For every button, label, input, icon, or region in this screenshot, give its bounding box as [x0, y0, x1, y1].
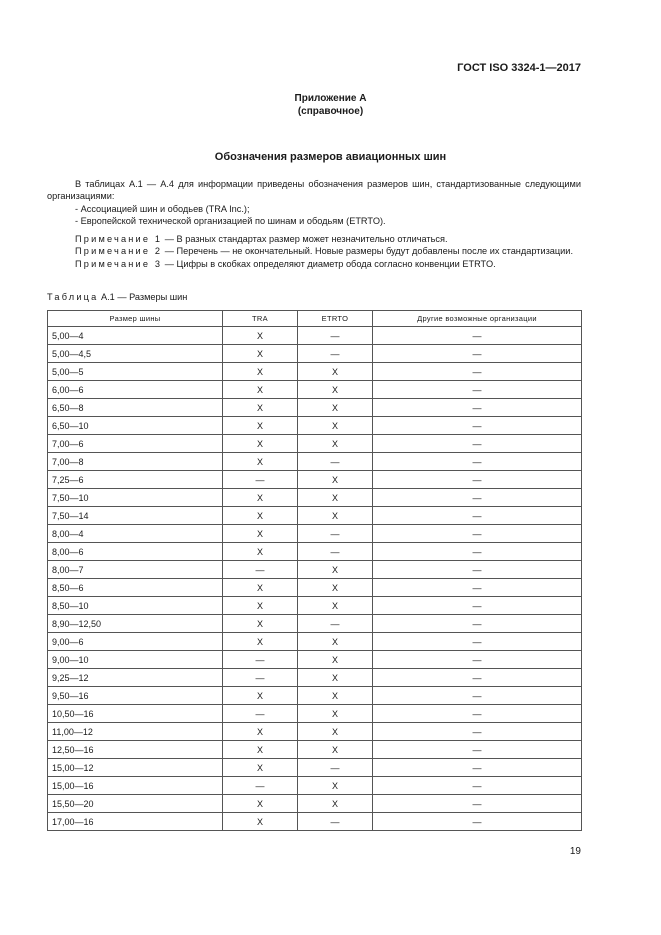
cell-etrto: X — [298, 471, 373, 489]
cell-tra: X — [223, 615, 298, 633]
cell-tra: — — [223, 561, 298, 579]
page-number: 19 — [569, 846, 581, 857]
cell-etrto: X — [298, 777, 373, 795]
cell-tra: — — [223, 471, 298, 489]
cell-size: 7,00—8 — [48, 453, 223, 471]
cell-size: 5,00—4 — [48, 327, 223, 345]
cell-size: 7,50—10 — [48, 489, 223, 507]
note-2 — [47, 245, 581, 257]
cell-tra: X — [223, 435, 298, 453]
document-code: ГОСТ ISO 3324-1—2017 — [457, 62, 581, 74]
cell-etrto: X — [298, 633, 373, 651]
table-row — [48, 669, 582, 687]
cell-tra: — — [223, 705, 298, 723]
cell-other: — — [373, 741, 582, 759]
table-row — [48, 345, 582, 363]
note-label: Примечание 2 — [75, 246, 163, 257]
cell-other: — — [373, 471, 582, 489]
cell-other: — — [373, 813, 582, 831]
cell-other: — — [373, 453, 582, 471]
cell-etrto: X — [298, 381, 373, 399]
cell-tra: X — [223, 453, 298, 471]
intro-block — [47, 178, 581, 227]
cell-size: 6,00—6 — [48, 381, 223, 399]
cell-size: 6,50—8 — [48, 399, 223, 417]
cell-other: — — [373, 435, 582, 453]
cell-etrto: X — [298, 417, 373, 435]
cell-tra: X — [223, 543, 298, 561]
cell-other: — — [373, 615, 582, 633]
table-row — [48, 795, 582, 813]
table-row — [48, 453, 582, 471]
table-row — [48, 399, 582, 417]
annex-subtitle: (справочное) — [297, 106, 364, 117]
cell-size: 5,00—5 — [48, 363, 223, 381]
cell-etrto: X — [298, 741, 373, 759]
cell-etrto: — — [298, 345, 373, 363]
cell-etrto: — — [298, 453, 373, 471]
cell-size: 15,00—16 — [48, 777, 223, 795]
cell-size: 5,00—4,5 — [48, 345, 223, 363]
column-header-other: Другие возможные организации — [373, 311, 582, 327]
table-row — [48, 813, 582, 831]
table-row — [48, 561, 582, 579]
cell-tra: X — [223, 525, 298, 543]
cell-etrto: X — [298, 489, 373, 507]
intro-list-item: - Европейской технической организацией по шинам и ободьям (ETRTO). — [75, 215, 386, 226]
table-row — [48, 489, 582, 507]
cell-tra: X — [223, 579, 298, 597]
cell-etrto: X — [298, 705, 373, 723]
cell-size: 8,90—12,50 — [48, 615, 223, 633]
note-text: — Перечень — не окончательный. Новые размеры будут добавлены после их стандартизации. — [162, 246, 573, 257]
cell-size: 15,50—20 — [48, 795, 223, 813]
cell-size: 8,00—7 — [48, 561, 223, 579]
cell-tra: X — [223, 741, 298, 759]
cell-size: 9,00—6 — [48, 633, 223, 651]
cell-size: 8,50—6 — [48, 579, 223, 597]
cell-etrto: — — [298, 525, 373, 543]
column-header-tra: TRA — [223, 311, 298, 327]
intro-list-item: - Ассоциацией шин и ободьев (TRA Inc.); — [75, 203, 250, 214]
cell-etrto: — — [298, 543, 373, 561]
section-title: Обозначения размеров авиационных шин — [214, 151, 447, 163]
cell-etrto: — — [298, 327, 373, 345]
cell-tra: X — [223, 687, 298, 705]
cell-tra: — — [223, 651, 298, 669]
table-row — [48, 381, 582, 399]
cell-size: 17,00—16 — [48, 813, 223, 831]
cell-etrto: — — [298, 759, 373, 777]
cell-other: — — [373, 543, 582, 561]
cell-tra: X — [223, 795, 298, 813]
cell-other: — — [373, 669, 582, 687]
note-text: — Цифры в скобках определяют диаметр обода согласно конвенции ETRTO. — [162, 258, 496, 269]
cell-other: — — [373, 525, 582, 543]
cell-size: 9,50—16 — [48, 687, 223, 705]
cell-etrto: — — [298, 813, 373, 831]
cell-other: — — [373, 597, 582, 615]
cell-size: 7,00—6 — [48, 435, 223, 453]
cell-size: 8,00—4 — [48, 525, 223, 543]
cell-size: 11,00—12 — [48, 723, 223, 741]
cell-tra: X — [223, 399, 298, 417]
cell-tra: X — [223, 327, 298, 345]
table-row — [48, 615, 582, 633]
cell-other: — — [373, 417, 582, 435]
cell-other: — — [373, 363, 582, 381]
table-row — [48, 579, 582, 597]
cell-other: — — [373, 723, 582, 741]
cell-etrto: — — [298, 615, 373, 633]
table-body — [48, 327, 582, 831]
cell-size: 7,25—6 — [48, 471, 223, 489]
table-row — [48, 723, 582, 741]
cell-size: 15,00—12 — [48, 759, 223, 777]
cell-other: — — [373, 507, 582, 525]
cell-tra: X — [223, 489, 298, 507]
table-row — [48, 525, 582, 543]
cell-etrto: X — [298, 561, 373, 579]
cell-other: — — [373, 759, 582, 777]
cell-tra: X — [223, 759, 298, 777]
cell-tra: X — [223, 723, 298, 741]
cell-other: — — [373, 489, 582, 507]
note-3 — [47, 258, 581, 270]
cell-etrto: X — [298, 363, 373, 381]
table-row — [48, 759, 582, 777]
notes-block — [47, 233, 581, 270]
cell-size: 9,25—12 — [48, 669, 223, 687]
cell-tra: X — [223, 417, 298, 435]
table-row — [48, 687, 582, 705]
table-row — [48, 471, 582, 489]
column-header-size: Размер шины — [48, 311, 223, 327]
cell-size: 12,50—16 — [48, 741, 223, 759]
cell-size: 8,00—6 — [48, 543, 223, 561]
cell-etrto: X — [298, 795, 373, 813]
cell-etrto: X — [298, 435, 373, 453]
cell-other: — — [373, 795, 582, 813]
table-caption-text: А.1 — Размеры шин — [98, 292, 188, 302]
cell-tra: X — [223, 633, 298, 651]
table-row — [48, 417, 582, 435]
table-header-row — [48, 311, 582, 327]
cell-tra: X — [223, 597, 298, 615]
cell-etrto: X — [298, 597, 373, 615]
table-caption — [47, 292, 187, 302]
table-row — [48, 597, 582, 615]
cell-etrto: X — [298, 579, 373, 597]
cell-tra: X — [223, 345, 298, 363]
cell-tra: X — [223, 813, 298, 831]
cell-size: 9,00—10 — [48, 651, 223, 669]
cell-other: — — [373, 561, 582, 579]
note-1 — [47, 233, 581, 245]
table-row — [48, 507, 582, 525]
cell-tra: — — [223, 669, 298, 687]
annex-heading — [0, 92, 661, 118]
cell-other: — — [373, 579, 582, 597]
cell-tra: X — [223, 381, 298, 399]
cell-tra: — — [223, 777, 298, 795]
cell-size: 8,50—10 — [48, 597, 223, 615]
annex-title: Приложение А — [294, 93, 367, 104]
cell-size: 6,50—10 — [48, 417, 223, 435]
cell-size: 10,50—16 — [48, 705, 223, 723]
cell-etrto: X — [298, 507, 373, 525]
table-row — [48, 543, 582, 561]
note-label: Примечание 1 — [75, 234, 163, 244]
table-caption-label: Таблица — [47, 292, 99, 302]
cell-etrto: X — [298, 723, 373, 741]
table-row — [48, 363, 582, 381]
cell-tra: X — [223, 507, 298, 525]
cell-etrto: X — [298, 399, 373, 417]
cell-tra: X — [223, 363, 298, 381]
table-row — [48, 327, 582, 345]
cell-other: — — [373, 651, 582, 669]
cell-size: 7,50—14 — [48, 507, 223, 525]
table-row — [48, 633, 582, 651]
tire-sizes-table — [47, 310, 582, 831]
cell-etrto: X — [298, 651, 373, 669]
cell-other: — — [373, 777, 582, 795]
table-row — [48, 705, 582, 723]
cell-other: — — [373, 345, 582, 363]
cell-other: — — [373, 705, 582, 723]
cell-other: — — [373, 687, 582, 705]
intro-paragraph: В таблицах А.1 — А.4 для информации приведены обозначения размеров шин, стандартизованные следующими организациями: — [47, 179, 581, 202]
table-row — [48, 435, 582, 453]
cell-etrto: X — [298, 687, 373, 705]
note-text: — В разных стандартах размер может незначительно отличаться. — [162, 234, 448, 244]
column-header-etrto: ETRTO — [298, 311, 373, 327]
cell-etrto: X — [298, 669, 373, 687]
table-row — [48, 651, 582, 669]
cell-other: — — [373, 633, 582, 651]
table-row — [48, 777, 582, 795]
cell-other: — — [373, 327, 582, 345]
cell-other: — — [373, 399, 582, 417]
note-label: Примечание 3 — [75, 258, 163, 269]
cell-other: — — [373, 381, 582, 399]
table-row — [48, 741, 582, 759]
